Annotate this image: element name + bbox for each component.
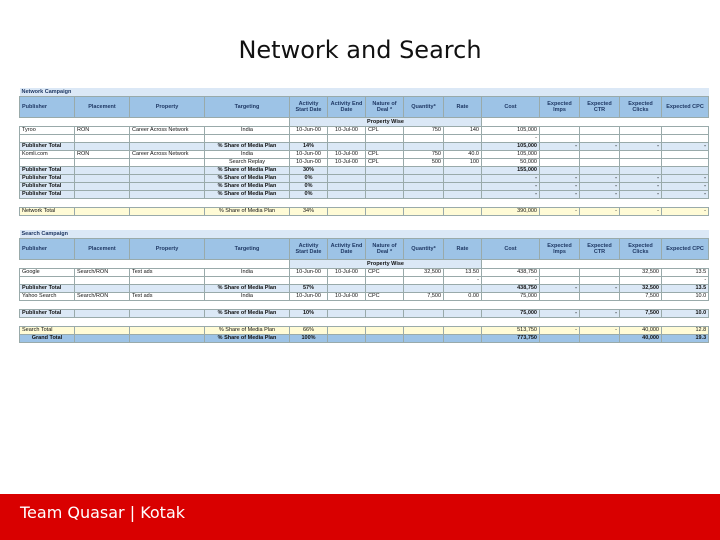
table-cell: 773,750	[482, 335, 540, 343]
table-cell	[444, 175, 482, 183]
table-cell: -	[620, 175, 662, 183]
table-cell	[540, 151, 580, 159]
table-cell: -	[620, 143, 662, 151]
table-cell: -	[580, 143, 620, 151]
table-cell: 10-Jun-00	[290, 269, 328, 277]
table-cell	[75, 191, 130, 199]
table-cell: 10.0	[662, 310, 709, 318]
table-cell	[662, 135, 709, 143]
table-cell	[366, 335, 404, 343]
table-cell	[444, 327, 482, 335]
table-cell: Publisher Total	[20, 191, 75, 199]
col-header-end: Activity End Date	[328, 97, 366, 118]
table-cell	[366, 208, 404, 216]
col-header-quantity: Quantity*	[404, 239, 444, 260]
table-cell	[75, 175, 130, 183]
table-cell	[620, 127, 662, 135]
col-header-cost: Cost	[482, 239, 540, 260]
table-cell	[404, 285, 444, 293]
table-cell	[130, 175, 205, 183]
table-cell	[290, 135, 328, 143]
table-cell	[328, 277, 366, 285]
table-cell: 32,500	[404, 269, 444, 277]
table-cell	[75, 183, 130, 191]
table-cell: 105,000	[482, 151, 540, 159]
table-cell: -	[580, 175, 620, 183]
table-cell	[20, 159, 75, 167]
table-cell: CPL	[366, 159, 404, 167]
table-cell: % Share of Media Plan	[205, 310, 290, 318]
table-cell	[580, 167, 620, 175]
table-cell: -	[662, 183, 709, 191]
network-row	[20, 159, 709, 167]
table-cell: -	[580, 191, 620, 199]
table-cell: 7,500	[404, 293, 444, 301]
section-title-search: Search Campaign	[20, 230, 709, 239]
table-cell: -	[482, 191, 540, 199]
table-cell: -	[444, 277, 482, 285]
table-cell	[75, 159, 130, 167]
table-cell	[580, 151, 620, 159]
col-header-publisher: Publisher	[20, 97, 75, 118]
table-cell	[328, 175, 366, 183]
table-cell: 66%	[290, 327, 328, 335]
table-cell	[404, 175, 444, 183]
table-cell: -	[482, 277, 540, 285]
table-cell: 7,500	[620, 310, 662, 318]
table-cell	[662, 127, 709, 135]
table-cell: Text ads	[130, 269, 205, 277]
network-row	[20, 167, 709, 175]
col-header-quantity: Quantity*	[404, 97, 444, 118]
table-cell	[444, 208, 482, 216]
table-cell: 57%	[290, 285, 328, 293]
table-cell: 10-Jun-00	[290, 127, 328, 135]
network-row	[20, 175, 709, 183]
table-cell	[540, 277, 580, 285]
table-cell: 40.0	[444, 151, 482, 159]
search-row	[20, 269, 709, 277]
table-cell: 34%	[290, 208, 328, 216]
table-cell	[130, 208, 205, 216]
search-row	[20, 293, 709, 301]
table-cell: 0%	[290, 183, 328, 191]
table-cell	[366, 277, 404, 285]
table-cell	[620, 159, 662, 167]
table-cell: 50,000	[482, 159, 540, 167]
table-cell: 13.5	[662, 285, 709, 293]
col-header-cpc: Expected CPC	[662, 97, 709, 118]
table-cell: 40,000	[620, 327, 662, 335]
table-cell	[404, 335, 444, 343]
table-cell	[662, 151, 709, 159]
table-cell: Publisher Total	[20, 143, 75, 151]
table-cell	[444, 183, 482, 191]
table-cell: 155,000	[482, 167, 540, 175]
table-cell: % Share of Media Plan	[205, 285, 290, 293]
table-cell: % Share of Media Plan	[205, 327, 290, 335]
table-cell	[580, 159, 620, 167]
table-cell	[366, 183, 404, 191]
table-cell: -	[580, 285, 620, 293]
table-cell: 10-Jul-00	[328, 127, 366, 135]
search-row	[20, 310, 709, 318]
table-cell: Publisher Total	[20, 167, 75, 175]
table-cell: 13.50	[444, 269, 482, 277]
table-cell	[75, 135, 130, 143]
table-cell: Search/RON	[75, 293, 130, 301]
table-cell	[130, 335, 205, 343]
table-cell: % Share of Media Plan	[205, 175, 290, 183]
table-cell: -	[580, 310, 620, 318]
table-cell	[130, 277, 205, 285]
table-cell	[580, 269, 620, 277]
section-title-network: Network Campaign	[20, 88, 709, 97]
table-cell	[366, 191, 404, 199]
table-cell: 140	[444, 127, 482, 135]
table-cell: 750	[404, 127, 444, 135]
search-row	[20, 327, 709, 335]
table-cell	[580, 293, 620, 301]
table-cell	[366, 285, 404, 293]
table-cell: -	[580, 208, 620, 216]
table-cell	[205, 135, 290, 143]
table-cell	[620, 167, 662, 175]
table-cell: 500	[404, 159, 444, 167]
table-cell: Publisher Total	[20, 183, 75, 191]
table-cell: Publisher Total	[20, 175, 75, 183]
network-row	[20, 135, 709, 143]
table-cell: % Share of Media Plan	[205, 143, 290, 151]
table-cell	[404, 183, 444, 191]
table-cell	[580, 127, 620, 135]
media-plan-sheet	[19, 88, 708, 343]
table-cell: 513,750	[482, 327, 540, 335]
table-cell	[75, 285, 130, 293]
table-cell	[130, 159, 205, 167]
table-cell: -	[620, 191, 662, 199]
table-cell: Network Total	[20, 208, 75, 216]
table-cell	[130, 167, 205, 175]
table-cell: -	[482, 183, 540, 191]
table-cell	[75, 208, 130, 216]
table-cell	[366, 327, 404, 335]
col-header-nature: Nature of Deal *	[366, 97, 404, 118]
col-header-publisher: Publisher	[20, 239, 75, 260]
table-cell	[328, 143, 366, 151]
table-cell: -	[540, 143, 580, 151]
table-cell: Text ads	[130, 293, 205, 301]
table-cell: 10-Jun-00	[290, 159, 328, 167]
network-row	[20, 143, 709, 151]
table-cell: 0%	[290, 191, 328, 199]
table-cell: 750	[404, 151, 444, 159]
table-cell: 32,500	[620, 285, 662, 293]
table-cell: 390,000	[482, 208, 540, 216]
table-cell: Tyroo	[20, 127, 75, 135]
table-cell	[620, 135, 662, 143]
col-header-end: Activity End Date	[328, 239, 366, 260]
table-cell: 14%	[290, 143, 328, 151]
network-campaign-table	[19, 88, 709, 216]
table-cell: 10-Jul-00	[328, 293, 366, 301]
table-cell: -	[540, 191, 580, 199]
table-cell: Search Total	[20, 327, 75, 335]
col-header-property: Property	[130, 97, 205, 118]
property-wise-label: Property Wise	[290, 260, 482, 269]
table-cell: 438,750	[482, 269, 540, 277]
col-header-property: Property	[130, 239, 205, 260]
table-cell: Publisher Total	[20, 285, 75, 293]
table-cell: 0.00	[444, 293, 482, 301]
col-header-placement: Placement	[75, 239, 130, 260]
table-cell: -	[482, 135, 540, 143]
table-cell	[580, 277, 620, 285]
table-cell: 19.3	[662, 335, 709, 343]
table-cell	[540, 335, 580, 343]
table-cell: Career Across Network	[130, 151, 205, 159]
table-cell: 30%	[290, 167, 328, 175]
table-cell	[130, 327, 205, 335]
table-cell	[328, 208, 366, 216]
table-cell: Yahoo Search	[20, 293, 75, 301]
col-header-targeting: Targeting	[205, 239, 290, 260]
table-cell: -	[540, 183, 580, 191]
table-cell: CPC	[366, 269, 404, 277]
col-header-placement: Placement	[75, 97, 130, 118]
table-cell: 10-Jun-00	[290, 151, 328, 159]
table-cell: 10%	[290, 310, 328, 318]
network-row	[20, 199, 709, 208]
table-cell: 105,000	[482, 127, 540, 135]
col-header-rate: Rate	[444, 239, 482, 260]
table-cell	[404, 277, 444, 285]
table-cell: CPL	[366, 151, 404, 159]
table-cell	[75, 310, 130, 318]
slide-title: Network and Search	[238, 36, 482, 64]
table-cell	[75, 277, 130, 285]
table-cell	[328, 327, 366, 335]
table-cell: Komli.com	[20, 151, 75, 159]
col-header-cpc: Expected CPC	[662, 239, 709, 260]
table-cell: % Share of Media Plan	[205, 191, 290, 199]
table-cell	[75, 167, 130, 175]
col-header-clicks: Expected Clicks	[620, 97, 662, 118]
table-cell: 12.8	[662, 327, 709, 335]
table-cell	[366, 175, 404, 183]
table-cell: Grand Total	[20, 335, 75, 343]
table-cell: India	[205, 151, 290, 159]
table-cell	[404, 327, 444, 335]
table-cell	[328, 183, 366, 191]
table-cell	[328, 167, 366, 175]
table-cell	[75, 143, 130, 151]
col-header-ctr: Expected CTR	[580, 239, 620, 260]
col-header-imps: Expected Imps	[540, 239, 580, 260]
search-row	[20, 335, 709, 343]
table-cell: 105,000	[482, 143, 540, 151]
search-row	[20, 285, 709, 293]
table-cell	[328, 310, 366, 318]
table-cell: Search Replay	[205, 159, 290, 167]
table-cell	[444, 335, 482, 343]
table-cell	[366, 143, 404, 151]
table-cell: -	[662, 208, 709, 216]
table-cell	[130, 310, 205, 318]
table-cell: 438,750	[482, 285, 540, 293]
table-cell: 10-Jul-00	[328, 269, 366, 277]
table-cell: -	[662, 143, 709, 151]
table-cell	[444, 191, 482, 199]
table-cell	[328, 135, 366, 143]
table-cell: 0%	[290, 175, 328, 183]
col-header-start: Activity Start Date	[290, 97, 328, 118]
table-cell	[620, 277, 662, 285]
table-cell: 10-Jul-00	[328, 151, 366, 159]
table-cell: 10.0	[662, 293, 709, 301]
table-cell: 10-Jul-00	[328, 159, 366, 167]
footer-bar	[0, 494, 720, 540]
table-cell: India	[205, 127, 290, 135]
table-cell: -	[540, 175, 580, 183]
network-row	[20, 151, 709, 159]
table-cell: Search/RON	[75, 269, 130, 277]
table-cell: -	[620, 183, 662, 191]
table-cell: -	[540, 310, 580, 318]
table-cell	[366, 310, 404, 318]
table-cell: 75,000	[482, 293, 540, 301]
table-cell	[580, 135, 620, 143]
table-cell: 75,000	[482, 310, 540, 318]
table-cell: -	[662, 191, 709, 199]
col-header-cost: Cost	[482, 97, 540, 118]
table-cell	[404, 135, 444, 143]
table-cell: India	[205, 269, 290, 277]
table-cell	[130, 183, 205, 191]
table-cell	[205, 277, 290, 285]
footer-text: Team Quasar | Kotak	[20, 503, 186, 522]
table-cell	[75, 335, 130, 343]
table-cell	[130, 285, 205, 293]
table-cell	[404, 143, 444, 151]
search-campaign-table	[19, 230, 709, 343]
table-cell	[328, 285, 366, 293]
table-cell	[662, 159, 709, 167]
table-cell	[540, 159, 580, 167]
network-row	[20, 183, 709, 191]
table-cell: -	[662, 277, 709, 285]
table-cell	[540, 293, 580, 301]
table-cell	[444, 135, 482, 143]
table-cell: -	[620, 208, 662, 216]
table-cell	[130, 143, 205, 151]
table-cell: 13.5	[662, 269, 709, 277]
col-header-clicks: Expected Clicks	[620, 239, 662, 260]
table-cell: 32,500	[620, 269, 662, 277]
table-cell: % Share of Media Plan	[205, 335, 290, 343]
table-cell: % Share of Media Plan	[205, 183, 290, 191]
property-wise-label: Property Wise	[290, 118, 482, 127]
table-cell: -	[540, 285, 580, 293]
table-cell	[20, 135, 75, 143]
table-cell: -	[540, 208, 580, 216]
table-cell: -	[662, 175, 709, 183]
table-cell	[444, 285, 482, 293]
table-cell: -	[482, 175, 540, 183]
table-cell	[328, 191, 366, 199]
table-cell: 7,500	[620, 293, 662, 301]
table-cell: 100%	[290, 335, 328, 343]
table-cell: India	[205, 293, 290, 301]
table-cell	[290, 277, 328, 285]
table-cell	[580, 335, 620, 343]
col-header-nature: Nature of Deal *	[366, 239, 404, 260]
table-cell	[404, 208, 444, 216]
table-cell: -	[580, 183, 620, 191]
table-cell	[540, 135, 580, 143]
table-cell	[20, 277, 75, 285]
col-header-ctr: Expected CTR	[580, 97, 620, 118]
table-cell	[75, 327, 130, 335]
table-cell	[540, 127, 580, 135]
table-cell: 10-Jun-00	[290, 293, 328, 301]
network-row	[20, 191, 709, 199]
col-header-start: Activity Start Date	[290, 239, 328, 260]
table-cell: Google	[20, 269, 75, 277]
col-header-rate: Rate	[444, 97, 482, 118]
table-cell: Publisher Total	[20, 310, 75, 318]
table-cell	[328, 335, 366, 343]
search-row	[20, 318, 709, 327]
table-cell: 40,000	[620, 335, 662, 343]
table-cell	[444, 167, 482, 175]
table-cell	[540, 269, 580, 277]
table-cell	[366, 167, 404, 175]
table-cell: Career Across Network	[130, 127, 205, 135]
table-cell: % Share of Media Plan	[205, 208, 290, 216]
table-cell	[130, 135, 205, 143]
table-cell	[662, 167, 709, 175]
table-cell	[404, 310, 444, 318]
search-row	[20, 301, 709, 310]
col-header-imps: Expected Imps	[540, 97, 580, 118]
table-cell	[130, 191, 205, 199]
table-cell: % Share of Media Plan	[205, 167, 290, 175]
table-cell: CPC	[366, 293, 404, 301]
table-cell	[620, 151, 662, 159]
table-cell: -	[580, 327, 620, 335]
table-cell: CPL	[366, 127, 404, 135]
network-row	[20, 208, 709, 216]
table-cell	[444, 143, 482, 151]
table-cell: RON	[75, 151, 130, 159]
table-cell: 100	[444, 159, 482, 167]
col-header-targeting: Targeting	[205, 97, 290, 118]
search-row	[20, 277, 709, 285]
table-cell	[366, 135, 404, 143]
table-cell	[444, 310, 482, 318]
table-cell	[404, 167, 444, 175]
table-cell: RON	[75, 127, 130, 135]
network-row	[20, 127, 709, 135]
table-cell	[540, 167, 580, 175]
table-cell: -	[540, 327, 580, 335]
table-cell	[404, 191, 444, 199]
